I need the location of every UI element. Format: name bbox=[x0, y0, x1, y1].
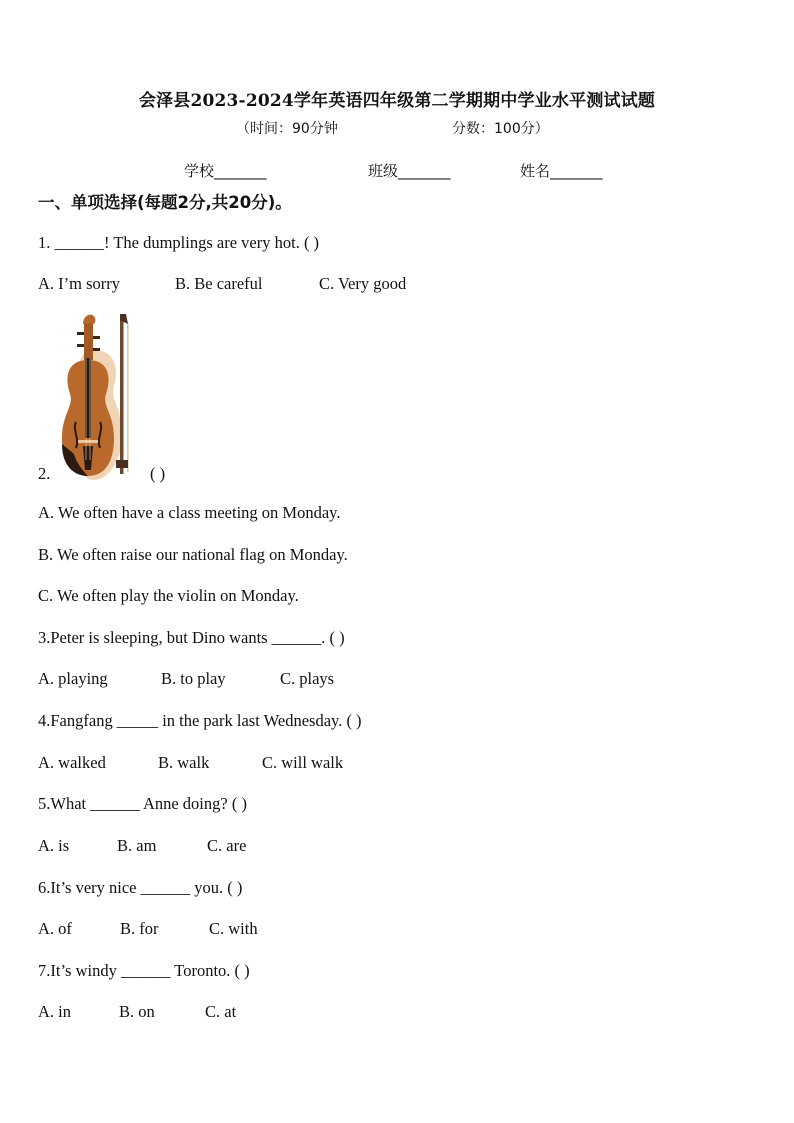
q4-option-a[interactable]: A. walked bbox=[38, 753, 106, 772]
violin-icon bbox=[50, 310, 146, 482]
question-7: 7.It’s windy ______ Toronto. ( ) bbox=[38, 961, 250, 980]
question-6: 6.It’s very nice ______ you. ( ) bbox=[38, 878, 243, 897]
school-field[interactable]: 学校_______ bbox=[184, 162, 267, 180]
q2-option-a[interactable]: A. We often have a class meeting on Monday. bbox=[38, 503, 341, 522]
q3-option-b[interactable]: B. to play bbox=[161, 669, 226, 688]
q5-option-a[interactable]: A. is bbox=[38, 836, 70, 855]
class-field[interactable]: 班级_______ bbox=[368, 162, 451, 180]
question-2: 2. bbox=[38, 464, 51, 483]
q2-option-b[interactable]: B. We often raise our national flag on Monday. bbox=[38, 545, 348, 564]
question-3: 3.Peter is sleeping, but Dino wants ______. ( ) bbox=[38, 628, 345, 647]
q6-option-a[interactable]: A. of bbox=[38, 919, 72, 938]
exam-score: 分数：100分） bbox=[452, 121, 549, 137]
q4-option-c[interactable]: C. will walk bbox=[262, 753, 344, 772]
page-title: 会泽县2023-2024学年英语四年级第二学期期中学业水平测试试题 bbox=[138, 91, 656, 111]
q6-option-b[interactable]: B. for bbox=[120, 919, 159, 938]
q3-option-c[interactable]: C. plays bbox=[280, 669, 335, 688]
exam-time: （时间：90分钟 bbox=[236, 121, 338, 137]
q6-option-c[interactable]: C. with bbox=[209, 919, 258, 938]
q2-option-c[interactable]: C. We often play the violin on Monday. bbox=[38, 586, 299, 605]
q4-option-b[interactable]: B. walk bbox=[158, 753, 210, 772]
q7-option-b[interactable]: B. on bbox=[119, 1002, 155, 1021]
question-4: 4.Fangfang _____ in the park last Wednesday. ( ) bbox=[38, 711, 362, 730]
question-2-answer: ( ) bbox=[150, 464, 166, 483]
name-field[interactable]: 姓名_______ bbox=[520, 162, 603, 180]
section-title: 一、单项选择(每题2分,共20分)。 bbox=[38, 193, 292, 212]
q1-option-b[interactable]: B. Be careful bbox=[175, 274, 263, 293]
q3-option-a[interactable]: A. playing bbox=[38, 669, 108, 688]
question-5: 5.What ______ Anne doing? ( ) bbox=[38, 794, 247, 813]
q7-option-a[interactable]: A. in bbox=[38, 1002, 71, 1021]
question-1: 1. ______! The dumplings are very hot. ( ) bbox=[38, 233, 320, 252]
q1-option-c[interactable]: C. Very good bbox=[319, 274, 407, 293]
q1-option-a[interactable]: A. I’m sorry bbox=[38, 274, 121, 293]
q5-option-b[interactable]: B. am bbox=[117, 836, 157, 855]
q5-option-c[interactable]: C. are bbox=[207, 836, 247, 855]
q7-option-c[interactable]: C. at bbox=[205, 1002, 237, 1021]
